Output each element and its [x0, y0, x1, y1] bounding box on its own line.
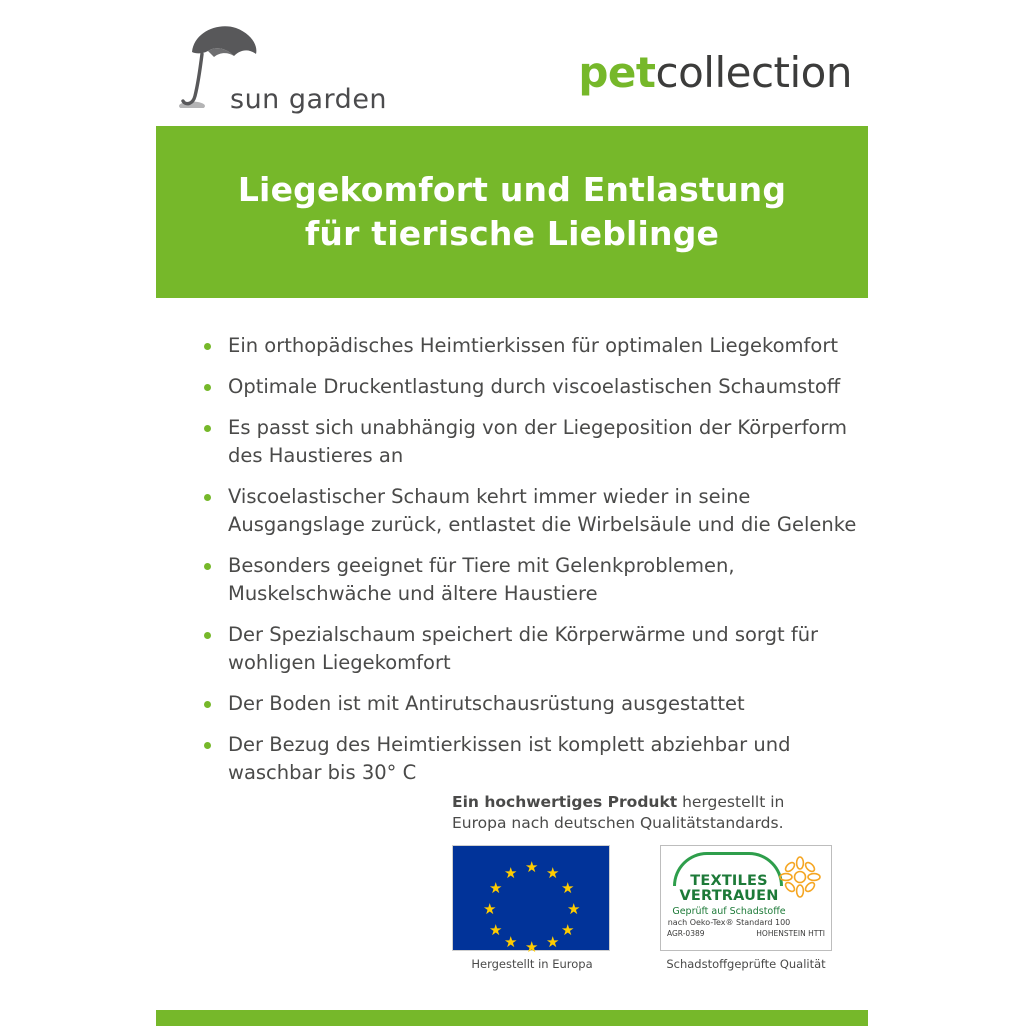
eu-flag-icon: ★ ★ ★ ★ ★ ★ ★ ★ ★ ★ ★ ★ — [452, 845, 610, 951]
list-item — [200, 373, 860, 401]
bullet-dot-icon — [204, 343, 211, 350]
headline-line-2: für tierische Lieblinge — [304, 214, 720, 253]
bullet-dot-icon — [204, 742, 211, 749]
list-item-text: Der Spezialschaum speichert die Körperwärme und sorgt für wohligen Liegekomfort — [228, 623, 819, 674]
oeko-code-row — [667, 929, 825, 938]
oeko-sub-1: Geprüft auf Schadstoffe — [672, 906, 786, 917]
bullet-dot-icon — [204, 632, 211, 639]
list-item — [200, 731, 860, 787]
oeko-title-line-2: VERTRAUEN — [679, 888, 779, 904]
list-item-text: Der Boden ist mit Antirutschausrüstung ausgestattet — [228, 692, 745, 715]
list-item — [200, 414, 860, 470]
oeko-title-line-1: TEXTILES — [690, 873, 768, 889]
collection-word: collection — [655, 48, 852, 97]
certification-badges — [452, 845, 852, 985]
oeko-caption: Schadstoffgeprüfte Qualität — [666, 957, 826, 971]
list-item-text: Viscoelastischer Schaum kehrt immer wieder in seine Ausgangslage zurück, entlastet die Wirbelsäule und die Gelenke — [228, 485, 857, 536]
quality-text — [452, 792, 797, 834]
pet-word: pet — [578, 48, 656, 97]
bullet-dot-icon — [204, 701, 211, 708]
brand-name: sun garden — [230, 84, 388, 115]
list-item-text: Es passt sich unabhängig von der Liegeposition der Körperform des Haustieres an — [228, 416, 848, 467]
quality-lead: Ein hochwertiges Produkt — [452, 793, 678, 811]
quality-rest: hergestellt in Europa nach deutschen Qualitätstandards. — [452, 793, 785, 832]
oeko-code: AGR-0389 — [667, 929, 705, 938]
eu-flag-caption: Hergestellt in Europa — [471, 957, 593, 971]
oeko-sub-2: nach Oeko-Tex® Standard 100 — [667, 918, 791, 927]
pet-collection-logo — [578, 48, 852, 97]
quality-statement — [452, 792, 852, 834]
headline-band — [156, 126, 868, 298]
bullet-dot-icon — [204, 494, 211, 501]
list-item — [200, 552, 860, 608]
bullet-dot-icon — [204, 563, 211, 570]
list-item-text: Ein orthopädisches Heimtierkissen für optimalen Liegekomfort — [228, 334, 838, 357]
list-item — [200, 690, 860, 718]
brand-block — [168, 16, 468, 115]
oeko-title — [671, 874, 787, 904]
oeko-institute: HOHENSTEIN HTTI — [756, 929, 825, 938]
list-item — [200, 483, 860, 539]
feature-list — [200, 332, 860, 800]
list-item — [200, 332, 860, 360]
list-item-text: Besonders geeignet für Tiere mit Gelenkproblemen, Muskelschwäche und ältere Haustiere — [228, 554, 735, 605]
page-header — [0, 0, 1024, 120]
list-item-text: Der Bezug des Heimtierkissen ist komplett abziehbar und waschbar bis 30° C — [228, 733, 791, 784]
headline-line-1: Liegekomfort und Entlastung — [237, 170, 787, 209]
bullet-dot-icon — [204, 425, 211, 432]
list-item-text: Optimale Druckentlastung durch viscoelastischen Schaumstoff — [228, 375, 841, 398]
oeko-tex-badge-icon — [660, 845, 832, 951]
bullet-dot-icon — [204, 384, 211, 391]
list-item — [200, 621, 860, 677]
